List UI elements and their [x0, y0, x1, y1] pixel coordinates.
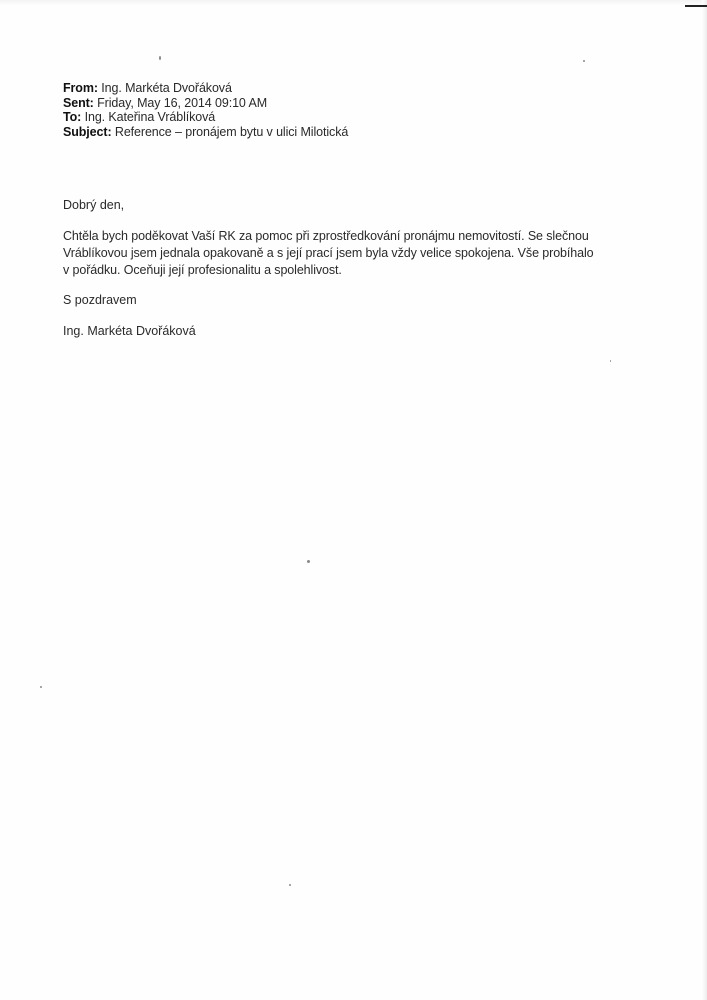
email-greeting: Dobrý den,	[63, 198, 125, 212]
scan-speck	[307, 560, 310, 563]
paragraph-line: Vráblíkovou jsem jednala opakovaně a s její prací jsem byla vždy velice spokojena. Vše probíhalo	[63, 245, 594, 260]
subject-label: Subject:	[63, 124, 112, 139]
sent-label: Sent:	[63, 95, 94, 110]
scan-speck	[289, 884, 291, 886]
email-closing: S pozdravem	[63, 293, 137, 307]
scan-edge-top	[0, 0, 707, 6]
sent-line	[63, 96, 623, 111]
scan-corner-mark	[685, 5, 707, 7]
to-label: To:	[63, 110, 82, 124]
email-signature: Ing. Markéta Dvořáková	[63, 324, 196, 338]
scan-edge-right	[702, 0, 707, 1000]
scan-speck	[159, 56, 161, 60]
to-value: Ing. Kateřina Vráblíková	[84, 110, 216, 124]
paragraph-line: v pořádku. Oceňuji její profesionalitu a spolehlivost.	[63, 262, 342, 277]
subject-value: Reference – pronájem bytu v ulici Milotická	[114, 124, 349, 139]
scan-speck	[40, 686, 42, 688]
paragraph-line: Chtěla bych poděkovat Vaší RK za pomoc při zprostředkování pronájmu nemovitostí. Se slečnou	[63, 229, 589, 243]
from-label: From:	[63, 81, 98, 95]
scan-speck	[583, 60, 585, 62]
from-line	[63, 81, 623, 96]
subject-line	[63, 125, 623, 140]
to-line	[63, 110, 623, 125]
from-value: Ing. Markéta Dvořáková	[101, 81, 232, 95]
scan-speck	[610, 360, 611, 362]
email-header	[63, 81, 623, 139]
email-paragraph	[63, 228, 623, 278]
sent-value: Friday, May 16, 2014 09:10 AM	[97, 95, 268, 110]
